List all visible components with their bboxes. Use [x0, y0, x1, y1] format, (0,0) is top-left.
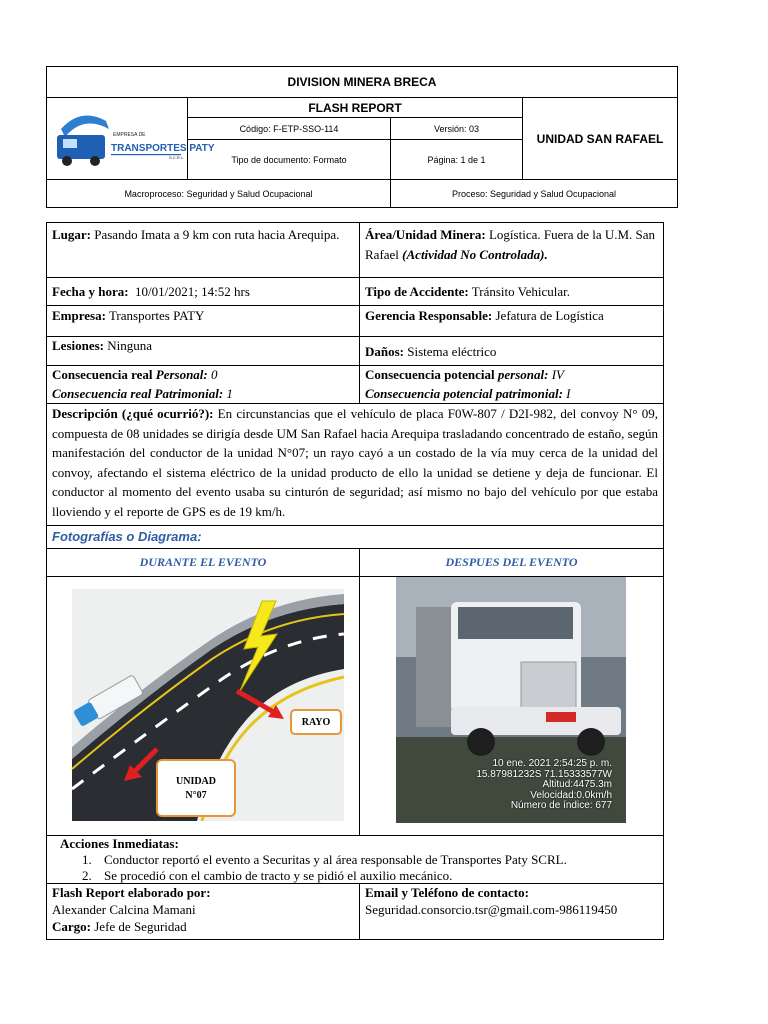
danos-field: Daños: Sistema eléctrico	[365, 344, 497, 359]
svg-text:S.C.R.L.: S.C.R.L.	[169, 155, 185, 160]
during-event-label: DURANTE EL EVENTO	[139, 555, 267, 569]
macroproceso: Macroproceso: Seguridad y Salud Ocupacional	[124, 188, 313, 199]
consecuencia-real-field: Consecuencia real Personal: 0 Consecuencia real Patrimonial: 1	[52, 367, 233, 401]
proceso: Proceso: Seguridad y Salud Ocupacional	[451, 188, 617, 199]
photos-section-title: Fotografías o Diagrama:	[52, 529, 202, 544]
contact-field: Email y Teléfono de contacto: Seguridad.consorcio.tsr@gmail.com-986119450	[360, 884, 663, 918]
svg-text:EMPRESA DE: EMPRESA DE	[113, 132, 146, 138]
report-body	[46, 222, 664, 940]
division-title: DIVISION MINERA BRECA	[287, 75, 437, 89]
event-diagram	[72, 589, 344, 821]
actions-section	[55, 836, 655, 884]
event-photo	[396, 577, 626, 823]
document-version: Versión: 03	[433, 123, 480, 134]
lesiones-field: Lesiones: Ninguna	[52, 338, 153, 353]
action-item: 2. Se procedió con el cambio de tracto y se pidió el auxilio mecánico.	[82, 868, 453, 883]
empresa-field: Empresa: Transportes PATY	[52, 308, 205, 323]
lugar-field: Lugar: Pasando Imata a 9 km con ruta hacia Arequipa.	[52, 227, 340, 242]
document-header	[46, 66, 678, 208]
gerencia-field: Gerencia Responsable: Jefatura de Logística	[365, 308, 604, 323]
after-event-label: DESPUES DEL EVENTO	[445, 555, 578, 569]
description-field: Descripción (¿qué ocurrió?): En circunstancias que el vehículo de placa F0W-807 / D2I-982, del convoy N° 09, compuesta de 08 unidades se dirigía desde UM San Rafael hacia Arequipa trasladando concentrado de estaño, según manifestación del conductor de la unidad N°07; un rayo cayó a un costado de la vía muy cerca de la unidad del convoy, afectando el sistema eléctrico de la unidad producto de ello la unidad se detiene y deja de funcionar. El conductor al momento del evento usaba su cinturón de seguridad; así mismo no bajo del vehículo por que estaba lloviendo y el reporte de GPS es de 19 km/h.	[52, 406, 658, 519]
fecha-field: Fecha y hora: 10/01/2021; 14:52 hrs	[52, 283, 250, 299]
unidad-label: UNIDAD N°07	[156, 759, 236, 817]
document-type: Tipo de documento: Formato	[231, 154, 347, 165]
actions-title: Acciones Inmediatas:	[60, 836, 179, 851]
gps-overlay: 10 ene. 2021 2:54:25 p. m. 15.87981232S 71.15333577W Altitud:4475.3m Velocidad:0.0km/h Número de índice: 677	[476, 758, 612, 811]
document-code: Código: F-ETP-SSO-114	[239, 123, 339, 134]
consecuencia-potencial-field: Consecuencia potencial personal: IV Consecuencia potencial patrimonial: I	[365, 367, 571, 401]
tipo-accidente-field: Tipo de Accidente: Tránsito Vehicular.	[365, 283, 571, 299]
elaborado-field: Flash Report elaborado por: Alexander Calcina Mamani Cargo: Jefe de Seguridad	[52, 885, 211, 934]
page-number: Página: 1 de 1	[427, 154, 486, 165]
unit-name: UNIDAD SAN RAFAEL	[536, 131, 664, 146]
svg-text:TRANSPORTES PATY: TRANSPORTES PATY	[111, 143, 215, 154]
rayo-label: RAYO	[290, 709, 342, 735]
action-item: 1. Conductor reportó el evento a Securitas y al área responsable de Transportes Paty SCRL.	[82, 852, 567, 867]
contact-email: Seguridad.consorcio.tsr@gmail.com-986119450	[365, 902, 618, 917]
area-field: Área/Unidad Minera: Logística. Fuera de la U.M. San Rafael (Actividad No Controlada).	[365, 227, 656, 262]
report-title: FLASH REPORT	[308, 100, 402, 115]
company-logo	[51, 99, 215, 177]
